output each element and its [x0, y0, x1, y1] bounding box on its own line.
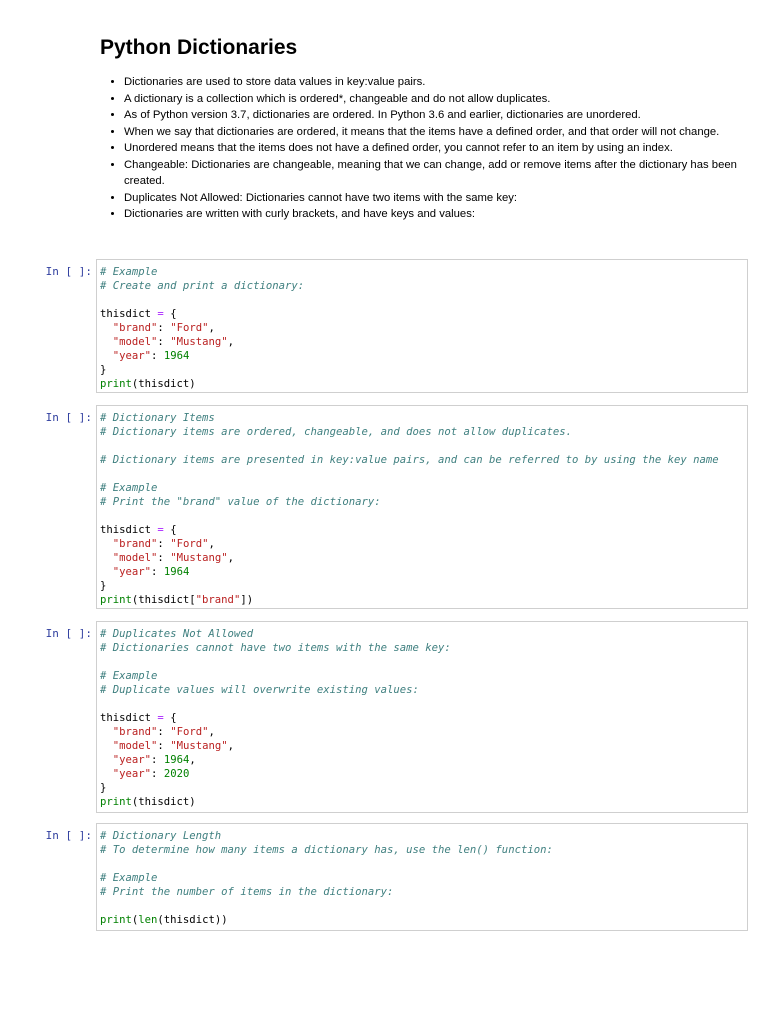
code-operator: = — [157, 308, 164, 320]
cell-prompt: In [ ]: — [45, 411, 92, 424]
code-string: "model" — [112, 740, 158, 752]
code-builtin: print — [100, 594, 132, 606]
code-builtin: print — [100, 914, 132, 926]
cell-prompt: In [ ]: — [45, 265, 92, 278]
code-string: "Ford" — [170, 726, 209, 738]
code-text: (thisdict[ — [131, 594, 196, 606]
code-number: 1964 — [163, 566, 190, 578]
code-string: "Mustang" — [170, 336, 228, 348]
code-string: "Ford" — [170, 538, 209, 550]
cell-prompt: In [ ]: — [45, 627, 92, 640]
code-builtin: len — [138, 914, 158, 926]
code-comment: # Dictionaries cannot have two items with the same key: — [100, 642, 451, 654]
bullet-list — [100, 74, 750, 223]
code-string: "year" — [112, 350, 152, 362]
code-comment: # Example — [100, 872, 158, 884]
code-comment: # Dictionary Length — [100, 830, 222, 842]
code-string: "model" — [112, 336, 158, 348]
code-comment: # Dictionary items are ordered, changeable, and does not allow duplicates. — [100, 426, 572, 438]
code-comment: # Dictionary items are presented in key:value pairs, and can be referred to by using the key name — [100, 454, 719, 466]
code-string: "brand" — [195, 594, 241, 606]
code-comment: # Print the "brand" value of the dictionary: — [100, 496, 381, 508]
code-text: (thisdict) — [131, 378, 196, 390]
code-text: ]) — [240, 594, 254, 606]
code-brace: { — [170, 308, 177, 320]
code-comment: # Create and print a dictionary: — [100, 280, 305, 292]
list-item: • Dictionaries are written with curly brackets, and have keys and values: — [124, 206, 750, 223]
code-comment: # Example — [100, 670, 158, 682]
list-item: • When we say that dictionaries are ordered, it means that the items have a defined order, and that order will not change. — [124, 124, 750, 141]
code-input[interactable]: # Example # Create and print a dictionary: thisdict = { "brand": "Ford", "model": "Mustang", "year": 1964 } print(thisdict) — [96, 259, 748, 393]
list-item: • Duplicates Not Allowed: Dictionaries cannot have two items with the same key: — [124, 190, 750, 207]
code-input[interactable]: # Dictionary Length # To determine how many items a dictionary has, use the len() function: # Example # Print the number of items in the dictionary: print(len(thisdict)) — [96, 823, 748, 931]
code-string: "year" — [112, 566, 152, 578]
list-item: • Dictionaries are used to store data values in key:value pairs. — [124, 74, 750, 91]
code-string: "Ford" — [170, 322, 209, 334]
code-variable: thisdict — [100, 308, 152, 320]
code-brace: } — [100, 580, 107, 592]
markdown-cell — [100, 36, 750, 223]
code-text: (thisdict) — [131, 796, 196, 808]
code-brace: { — [170, 712, 177, 724]
cell-prompt: In [ ]: — [45, 829, 92, 842]
code-builtin: print — [100, 378, 132, 390]
code-comment: # To determine how many items a dictionary has, use the len() function: — [100, 844, 553, 856]
code-comment: # Example — [100, 482, 158, 494]
list-item: • As of Python version 3.7, dictionaries are ordered. In Python 3.6 and earlier, dictionaries are unordered. — [124, 107, 750, 124]
code-builtin: print — [100, 796, 132, 808]
code-string: "brand" — [112, 538, 158, 550]
list-item: • Changeable: Dictionaries are changeable, meaning that we can change, add or remove items after the dictionary has been created. — [124, 157, 750, 190]
code-variable: thisdict — [100, 524, 152, 536]
code-variable: thisdict — [100, 712, 152, 724]
code-string: "Mustang" — [170, 740, 228, 752]
code-comment: # Duplicates Not Allowed — [100, 628, 254, 640]
code-operator: = — [157, 524, 164, 536]
code-number: 1964 — [163, 350, 190, 362]
code-string: "year" — [112, 754, 152, 766]
code-string: "brand" — [112, 322, 158, 334]
code-input[interactable]: # Duplicates Not Allowed # Dictionaries cannot have two items with the same key: # Example # Duplicate values will overwrite existing values: thisdict = { "brand": "Ford", "model": "Mustang", "year": 1964, "year": 2020 } print(thisdict) — [96, 621, 748, 813]
code-input[interactable]: # Dictionary Items # Dictionary items are ordered, changeable, and does not allow duplicates. # Dictionary items are presented in key:value pairs, and can be referred to by using the key name # Example # Print the "brand" value of the dictionary: thisdict = { "brand": "Ford", "model": "Mustang", "year": 1964 } print(thisdict["brand"]) — [96, 405, 748, 609]
code-string: "Mustang" — [170, 552, 228, 564]
list-item: • A dictionary is a collection which is ordered*, changeable and do not allow duplicates. — [124, 91, 750, 108]
code-text: (thisdict)) — [157, 914, 228, 926]
list-item: • Unordered means that the items does not have a defined order, you cannot refer to an item by using an index. — [124, 140, 750, 157]
code-string: "brand" — [112, 726, 158, 738]
code-comment: # Print the number of items in the dictionary: — [100, 886, 394, 898]
code-comment: # Dictionary Items — [100, 412, 215, 424]
code-string: "year" — [112, 768, 152, 780]
code-brace: { — [170, 524, 177, 536]
code-operator: = — [157, 712, 164, 724]
code-comment: # Duplicate values will overwrite existing values: — [100, 684, 419, 696]
code-comment: # Example — [100, 266, 158, 278]
page-title: Python Dictionaries — [100, 36, 298, 59]
code-string: "model" — [112, 552, 158, 564]
code-brace: } — [100, 364, 107, 376]
code-number: 1964 — [163, 754, 190, 766]
code-number: 2020 — [163, 768, 190, 780]
code-brace: } — [100, 782, 107, 794]
